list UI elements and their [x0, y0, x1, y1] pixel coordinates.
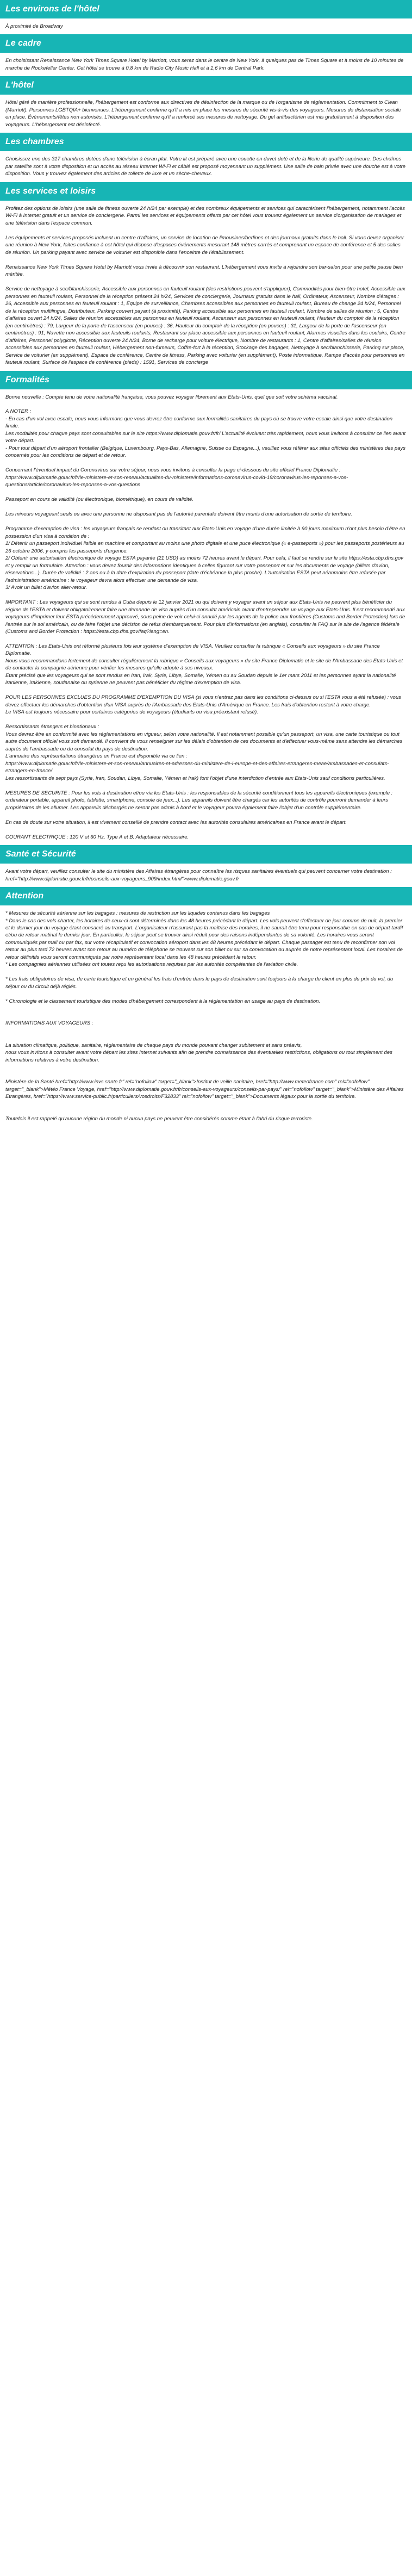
section-environs [0, 0, 412, 34]
section-header: Santé et Sécurité [0, 845, 412, 864]
section-formalites [0, 371, 412, 846]
section-header: Les services et loisirs [0, 182, 412, 201]
section-header: L'hôtel [0, 76, 412, 95]
section-sante-securite [0, 845, 412, 887]
section-hotel [0, 76, 412, 133]
section-header: Le cadre [0, 34, 412, 53]
section-services [0, 182, 412, 371]
section-body: À proximité de Broadway [5, 23, 63, 29]
section-body: * Mesures de sécurité aérienne sur les bagages : mesures de restriction sur les liquides contenus dans les bagages * Dans le cas des vols charter, les horaires de ceux-ci sont déterminés dans les 48 heures précédant le départ. Les vols peuvent s'effectuer de jour comme de nuit, la premier et le dernier jour du voyage étant consacré au transport. L'organisateur n'assurant pas la maîtrise des horaires, il ne saurait être tenu pour responsable en cas de départ tardif et/ou de retour matinal le dernier jour. En particulier, le séjour peut se trouver ainsi réduit pour des raisons indépendantes de sa volonté. Les horaires vous seront communiqués par mail ou par fax, sur votre récapitulatif et convocation aéroport dans les 48 heures précédant le départ. Chaque passager est tenu de reconfirmer son vol retour au plus tard 72 heures avant son retour au numéro de téléphone se trouvant sur son billet ou sur sa convocation ou auprès de notre représentant local. Les horaires de retour définitifs vous seront communiqués par notre représentant local dans les 48 heures précédant le retour. * Les compagnies aériennes utilisées ont toutes reçu les autorisations requises par les autorités compétentes de l'aviation civile. * Les frais obligatoires de visa, de carte touristique et en général les frais d'entrée dans le pays de destination sont toujours à la charge du client en plus du prix du vol, du séjour ou du circuit déjà réglés. * Chronologie et le classement touristique des modes d'hébergement correspondent à la réglementation en usage au pays de destination. INFORMATIONS AUX VOYAGEURS : La situation climatique, politique, sanitaire, réglementaire de chaque pays du monde pouvant changer subitement et sans préavis, nous vous invitons à consulter avant votre départ les sites Internet suivants afin de prendre connaissance des éventuelles restrictions, obligations ou tout simplement des informations relatives à votre destination. Ministère de la Santé href="http://www.invs.sante.fr" rel="nofollow" target="_blank">Institut de veille sanitaire, href="http://www.meteofrance.com" rel="nofollow" target="_blank">Météo France Voyage, href="http://www.diplomatie.gouv.fr/fr/conseils-aux-voyageurs/conseils-par-pays/" rel="nofollow" target="_blank">Ministère des Affaires Etrangères, href="https://www.service-public.fr/particuliers/vosdroits/F32833" rel="nofollow" target="_blank">Documents légaux pour la sortie du territoire. Toutefois il est rappelé qu'aucune région du monde ni aucun pays ne peuvent être considérés comme étant à l'abri du risque terroriste. [5, 910, 404, 1122]
section-cadre [0, 34, 412, 76]
section-body: Avant votre départ, veuillez consulter le site du ministère des Affaires étrangères pour connaître les risques sanitaires éventuels qui peuvent concerner votre destination : href="http://www.diplomatie.gouv.fr/fr/conseils-aux-voyageurs_909/index.html">www.diplomatie.gouv.fr [5, 868, 394, 882]
section-body: Hôtel géré de manière professionnelle, l'hébergement est conforme aux directives de désinfection de la marque ou de l'organisme de réglementation. Commitment to Clean (Marriott). Personnes LGBTQIA+ bienvenues. L'hébergement confirme qu'il a mis en place les mesures de sécurité vis-à-vis des voyageurs. Mesures de distanciation sociale en place. Événements/fêtes non autorisés. L'hébergement confirme qu'il a renforcé ses mesures de nettoyage. Du gel antibactérien est mis gratuitement à disposition des voyageurs. L'hébergement est désinfecté. [5, 100, 403, 128]
section-header: Attention [0, 887, 412, 905]
section-header: Les chambres [0, 133, 412, 151]
hotel-details-page [0, 0, 412, 1127]
section-body: Bonne nouvelle : Compte tenu de votre nationalité française, vous pouvez voyager librement aux Etats-Unis, quel que soit votre schéma vaccinal. A NOTER : - En cas d'un vol avec escale, nous vous informons que vous devrez être conforme aux formalités sanitaires du pays où se trouve votre escale ainsi que votre destination finale. Les modalités pour chaque pays sont consultables sur le site https://www.diplomatie.gouv.fr/fr/ L'actualité évoluant très rapidement, nous vous invitons à consulter ce lien avant votre départ. - Pour tout départ d'un aéroport frontalier (Belgique, Luxembourg, Pays-Bas, Allemagne, Suisse ou Espagne...), veuillez vous référer aux sites officiels des ministères des pays concernés pour les conditions de départ et de retour. Concernant l'éventuel impact du Coronavirus sur votre séjour, nous vous invitons à consulter la page ci-dessous du site officiel France Diplomatie : https://www.diplomatie.gouv.fr/fr/le-ministere-et-son-reseau/actualites-du-ministere/informations-coronavirus-covid-19/coronavirus-les-reponses-a-vos-questions/article/coronavirus-les-reponses-a-vos-questions Passeport en cours de validité (ou électronique, biométrique), en cours de validité. Les mineurs voyageant seuls ou avec une personne ne disposant pas de l'autorité parentale doivent être munis d'une autorisation de sortie de territoire. Programme d'exemption de visa : les voyageurs français se rendant ou transitant aux Etats-Unis en voyage d'une durée limitée à 90 jours maximum n'ont plus besoin d'être en possession d'un visa à condition de : 1/ Détenir un passeport individuel lisible en machine et comportant au moins une photo digitale et une puce électronique (« e-passeports ») pour les passeports postérieurs au 26 octobre 2006, y compris les passeports d'urgence. 2/ Obtenir une autorisation électronique de voyage ESTA payante (21 USD) au moins 72 heures avant le départ. Pour cela, il faut se rendre sur le site https://esta.cbp.dhs.gov et y remplir un formulaire. Attention : vous devez fournir des informations identiques à celles figurant sur votre passeport et sur les documents de voyage (billets d'avion, réservations...). Durée de validité : 2 ans ou à la date d'expiration du passeport (date d'échéance la plus proche). L'autorisation ESTA peut néanmoins être refusée par l'administration américaine : le voyageur devra alors effectuer une demande de visa. 3/ Avoir un billet d'avion aller-retour. IMPORTANT : Les voyageurs qui se sont rendus à Cuba depuis le 12 janvier 2021 ou qui doivent y voyager avant un séjour aux Etats-Unis ne peuvent plus bénéficier du régime de l'ESTA et doivent obligatoirement faire une demande de visa auprès d'un consulat américain avant d'entreprendre un voyage aux Etats-Unis. Il est recommandé aux voyageurs d'imprimer leur ESTA précédemment approuvé, sous peine de voir celui-ci annulé par les agents de la police aux frontières (Customs and Border Protection) lors de l'entrée sur le sol américain, ou de faire l'objet une décision de refus d'embarquement. Pour plus d'informations (en anglais), consulter la FAQ sur le site de l'agence fédérale (Customs and Border Protection : https://esta.cbp.dhs.gov/faq?lang=en. ATTENTION : Les Etats-Unis ont réformé plusieurs fois leur système d'exemption de VISA. Veuillez consulter la rubrique « Conseils aux voyageurs » du site France Diplomatie. Nous vous recommandons fortement de consulter régulièrement la rubrique « Conseils aux voyageurs » du site France Diplomatie et le site de l'Ambassade des Etats-Unis et de contacter la compagnie aérienne pour vérifier les mesures qu'elle adopte à ses niveaux. Etant précisé que les voyageurs qui se sont rendus en Iran, Irak, Syrie, Libye, Somalie, Yémen ou au Soudan depuis le 1er mars 2011 et les personnes ayant la nationalité iranienne, irakienne, soudanaise ou syrienne ne peuvent pas bénéficier du régime d'exemption de visa. POUR LES PERSONNES EXCLUES DU PROGRAMME D'EXEMPTION DU VISA (si vous n'entrez pas dans les conditions ci-dessus ou si l'ESTA vous a été refusée) : vous devez effectuer les démarches d'obtention d'un VISA auprès de l'Ambassade des Etats-Unis d'Amérique en France. Les frais d'obtention restent à votre charge. Le VISA est toujours nécessaire pour certaines catégories de voyageurs (étudiants ou visa préexistant refusé). Ressortissants étrangers et binationaux : Vous devrez être en conformité avec les réglementations en vigueur, selon votre nationalité. Il est notamment possible qu'un passeport, un visa, une carte touristique ou tout autre document officiel vous soit demandé. Il convient de vous renseigner sur les délais d'obtention de ces documents et d'effectuer vous-même sans attendre les démarches auprès de l'ambassade ou du consulat du pays de destination. L'annuaire des représentations étrangères en France est disponible via ce lien : https://www.diplomatie.gouv.fr/fr/le-ministere-et-son-reseau/annuaires-et-adresses-du-ministere-de-l-europe-et-des-affaires-etrangeres-meae/ambassades-et-consulats-etrangers-en-france/ Les ressortissants de sept pays (Syrie, Iran, Soudan, Libye, Somalie, Yémen et Irak) font l'objet d'une interdiction d'entrée aux Etats-Unis sauf conditions particulières. MESURES DE SECURITE : Pour les vols à destination et/ou via les Etats-Unis : les responsables de la sécurité conditionnent tous les appareils électroniques (exemple : ordinateur portable, appareil photo, tablette, smartphone, console de jeux...). Les appareils doivent être chargés car les autorités de contrôle pourront demander à leurs propriétaires de les allumer. Les appareils déchargés ne seront pas admis à bord et le voyageur pourra également faire l'objet d'un contrôle supplémentaire. En cas de doute sur votre situation, il est vivement conseillé de prendre contact avec les autorités consulaires américaines en France avant le départ. COURANT ELECTRIQUE : 120 V et 60 Hz. Type A et B. Adaptateur nécessaire. [5, 394, 406, 840]
section-chambres [0, 133, 412, 182]
section-body: Profitez des options de loisirs (une salle de fitness ouverte 24 h/24 par exemple) et des nombreux équipements et services qui caractérisent l'hébergement, notamment l'accès Wi-Fi à Internet gratuit et un service de conciergerie. Parmi les services et équipements offerts par cet hôtel vous trouvez également un service d'organisation de mariages et une télévision dans l'espace commun. Les équipements et services proposés incluent un centre d'affaires, un service de location de limousines/berlines et des journaux gratuits dans le hall. Si vous devez organiser une réunion à New York, faites confiance à cet hôtel qui dispose d'espaces événements mesurant 148 mètres carrés et comprenant un espace de conférence et 5 des salles de réunion. Un parking payant avec service de voiturier est disponible dans l'enceinte de l'établissement. Renaissance New York Times Square Hotel by Marriott vous invite à découvrir son restaurant. L'hébergement vous invite à rejoindre son bar-salon pour une petite pause bien méritée. Service de nettoyage à sec/blanchisserie, Accessible aux personnes en fauteuil roulant (des restrictions peuvent s'appliquer), Commodités pour bien-être hotel, Accessible aux personnes en fauteuil roulant, Personnel de la réception présent 24 h/24, Services de conciergerie, Journaux gratuits dans le hall, Ordinateur, Ascenseur, Nombre d'étages : 26, Accessible aux personnes en fauteuil roulant : 1, Équipe de surveillance, Chambres accessibles aux personnes en fauteuil roulant, Bureau de change 24 h/24, Personnel de la réception multilingue, Distributeur, Parking couvert payant (à proximité), Parking accessible aux personnes en fauteuil roulant, Nombre de salles de réunion : 5, Centre d'affaires ouvert 24 h/24, Salles de réunion accessibles aux personnes en fauteuil roulant, Ascenseur aux personnes en fauteuil roulant, Hauteur du comptoir de la réception (en centimètres) : 79, Largeur de la porte de l'ascenseur (en pouces) : 36, Hauteur du comptoir de la réception (en pouces) : 31, Largeur de la porte de l'ascenseur (en centimètres) : 91, Navette non accessible aux fauteuils roulants, Restaurant sur place accessible aux personnes en fauteuil roulant, Alarmes visuelles dans les couloirs, Centre d'affaires, Personnel polyglotte, Réception ouverte 24 h/24, Borne de recharge pour voiture électrique, Nombre de restaurants : 1, Centre d'affaires/salles de réunion accessibles aux personnes en fauteuil roulant, Hébergement non-fumeurs, Coffre-fort à la réception, Stockage des bagages, Nettoyage à sec/blanchisserie, Parking sur place, Service de voiturier (en supplément), Espace de conférence, Centre de fitness, Parking avec voiturier (en supplément), Poste informatique, Rampe d'accès pour personnes en fauteuil roulant, Surface de l'espace de conférence (pieds) : 1591, Services de concierge [5, 205, 405, 366]
section-attention [0, 887, 412, 1127]
section-body: Choisissez une des 317 chambres dotées d'une télévision à écran plat. Votre lit est préparé avec une couette en duvet doté et de la literie de qualité supérieure. Des chaînes par satellite sont à votre disposition et un accès au réseau Internet Wi-Fi et câblé est proposé moyennant un supplément. Une salle de bain privée avec une douche est à votre disposition. Vous y trouvez également des articles de toilette de luxe et un sèche-cheveux. [5, 156, 407, 177]
section-body: En choisissant Renaissance New York Times Square Hotel by Marriott, vous serez dans le centre de New York, à quelques pas de Times Square et à moins de 10 minutes de marche de Rockefeller Center. Cet hôtel se trouve à 0,8 km de Radio City Music Hall et à 1,6 km de Central Park. [5, 58, 405, 71]
section-header: Formalités [0, 371, 412, 389]
section-header: Les environs de l'hôtel [0, 0, 412, 18]
